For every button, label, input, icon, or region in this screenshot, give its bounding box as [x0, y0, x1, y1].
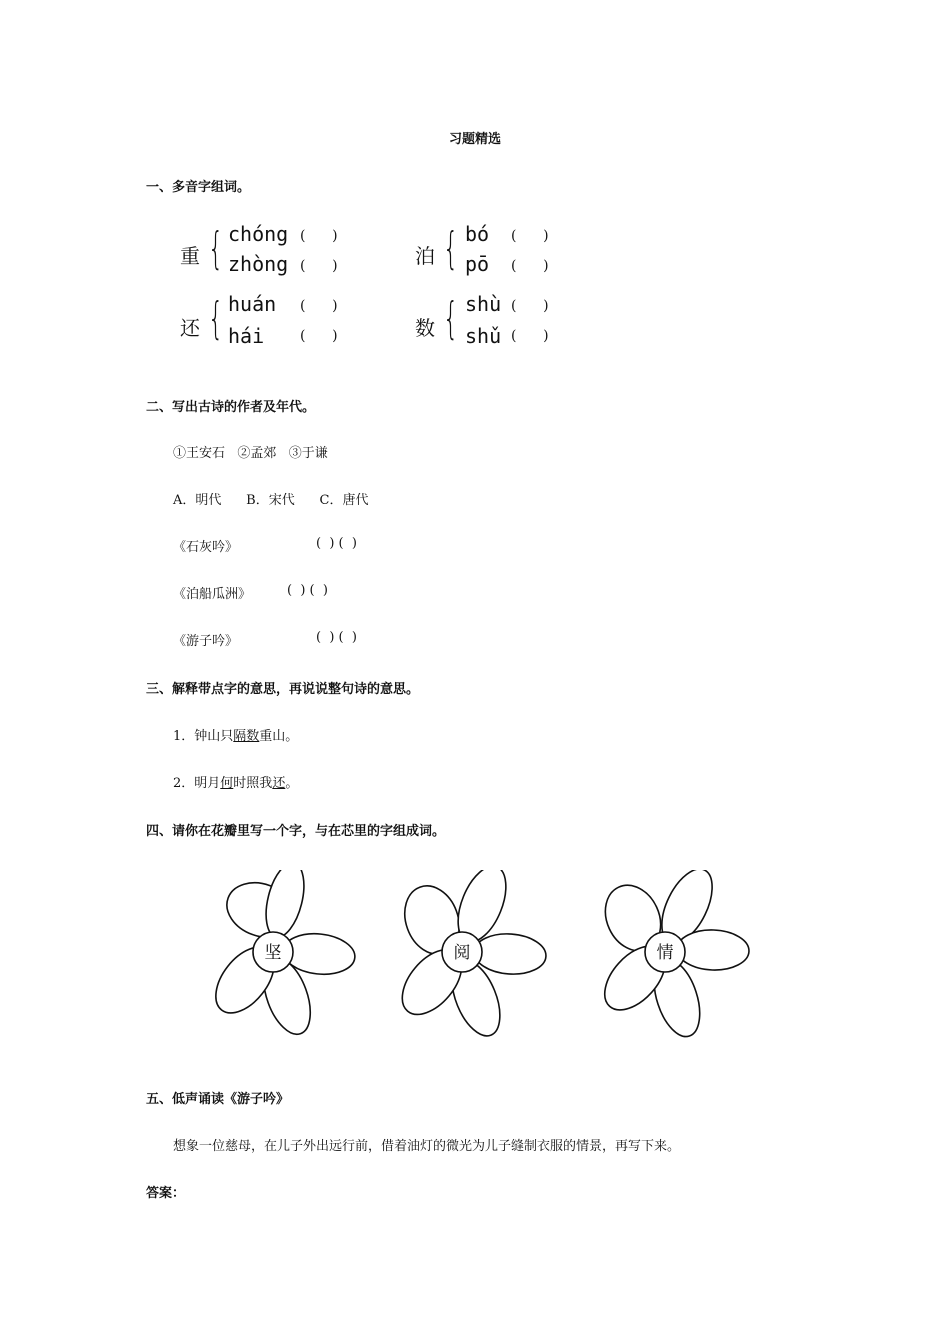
pinyin-2: pō [465, 252, 490, 276]
question-3-1 [173, 725, 298, 744]
flower-center-char: 坚 [264, 943, 282, 963]
pinyin-1: shù [465, 292, 502, 316]
era-options: A．明代 B．宋代 C．唐代 [173, 493, 369, 508]
poem-title: 《游子吟》 [173, 634, 239, 649]
polyphone-char: 重 [180, 244, 200, 268]
text-segment: 1．钟山只 [173, 729, 234, 744]
brace-icon: { [443, 223, 459, 274]
brace-icon: { [443, 293, 459, 344]
text-segment: 2．明月 [173, 776, 221, 791]
polyphone-char: 数 [415, 316, 435, 340]
section-5-heading: 五、低声诵读《游子吟》 [146, 1092, 290, 1107]
section-2-heading: 二、写出古诗的作者及年代。 [146, 400, 316, 415]
poem-blanks: ( ) ( ) [287, 583, 328, 598]
pinyin-2: zhòng [228, 252, 289, 276]
flower-center-char: 情 [656, 943, 674, 963]
text-segment: 。 [285, 776, 299, 791]
question-3-2 [173, 772, 298, 791]
pinyin-2: hái [228, 324, 265, 348]
pinyin-1: huán [228, 292, 277, 316]
blank-2: ( ) [511, 258, 549, 274]
text-segment: 重山。 [259, 729, 299, 744]
poem-blanks: ( ) ( ) [316, 630, 357, 645]
blank-2: ( ) [300, 328, 338, 344]
polyphone-char: 还 [180, 316, 200, 340]
answer-label: 答案： [146, 1186, 186, 1201]
brace-icon: { [208, 293, 224, 344]
poem-blanks: ( ) ( ) [316, 536, 357, 551]
page-title: 习题精选 [448, 132, 501, 147]
polyphone-char: 泊 [415, 244, 435, 268]
pinyin-1: chóng [228, 222, 289, 246]
poem-row [173, 630, 238, 649]
section-4-heading: 四、请你在花瓣里写一个字，与在芯里的字组成词。 [146, 824, 446, 839]
poem-row [173, 583, 251, 602]
poem-row [173, 536, 238, 555]
brace-icon: { [208, 223, 224, 274]
section-5-text: 想象一位慈母，在儿子外出远行前，借着油灯的微光为儿子缝制衣服的情景，再写下来。 [173, 1139, 681, 1154]
blank-2: ( ) [511, 328, 549, 344]
blank-1: ( ) [300, 298, 338, 314]
blank-1: ( ) [511, 228, 549, 244]
pinyin-2: shǔ [465, 324, 502, 348]
text-segment: 时照我 [233, 776, 273, 791]
blank-1: ( ) [511, 298, 549, 314]
poem-title: 《泊船瓜洲》 [173, 587, 252, 602]
underlined-word: 还 [272, 776, 286, 791]
poem-title: 《石灰吟》 [173, 540, 239, 555]
pinyin-1: bó [465, 222, 490, 246]
blank-1: ( ) [300, 228, 338, 244]
blank-2: ( ) [300, 258, 338, 274]
underlined-word: 隔数 [233, 729, 260, 744]
author-options: ①王安石 ②孟郊 ③于谦 [173, 446, 328, 461]
underlined-word: 何 [220, 776, 234, 791]
petal [473, 932, 548, 977]
petal [676, 929, 749, 971]
flower-center-char: 阅 [453, 943, 471, 963]
flower-diagram [190, 870, 770, 1040]
section-1-heading: 一、多音字组词。 [146, 180, 251, 195]
section-3-heading: 三、解释带点字的意思，再说说整句诗的意思。 [146, 682, 420, 697]
